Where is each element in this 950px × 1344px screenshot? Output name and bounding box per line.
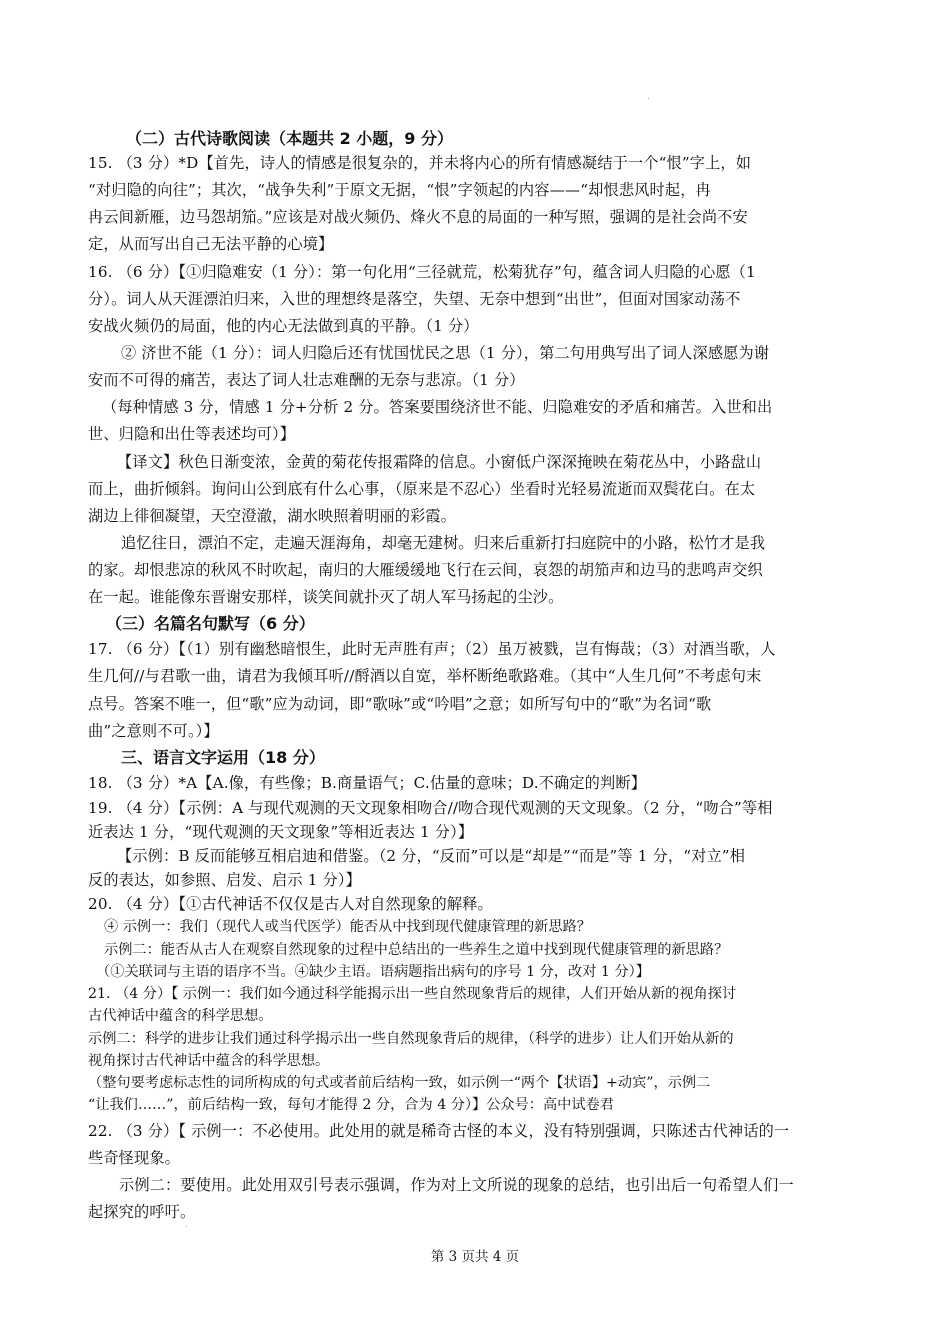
page-number-footer: 第 3 页共 4 页 [430,1249,520,1265]
section-heading-language: 三、语言文字运用（18 分） [121,748,325,767]
q16-line: 安而不可得的痛苦，表达了词人壮志难酬的无奈与悲凉。（1 分） [88,371,525,389]
q21-line: （整句要考虑标志性的词所构成的句式或者前后结构一致，如示例一“两个【状语】+动宾”，示例二 [88,1075,711,1091]
q16-line: 16. （6 分）【①归隐难安（1 分）：第一句化用“三径就荒，松菊犹存”句，蕴含词人归隐的心愿（1 [88,263,756,281]
q17-line: 点号。答案不唯一，但“歌”应为动词，即“歌咏”或“吟唱”之意；如所写句中的“歌”为名词“歌 [88,695,712,713]
q19-line: 近表达 1 分，“现代观测的天文现象”等相近表达 1 分）】 [88,823,474,841]
q19-line: 【示例：B 反而能够互相启迪和借鉴。（2 分，“反而”可以是“却是”“而是”等 1 分，“对立”相 [117,847,746,865]
q22-line: 起探究的呼吁。 [88,1203,196,1221]
q16-line: 安战火频仍的局面，他的内心无法做到真的平静。（1 分） [88,317,479,335]
q16-line: ② 济世不能（1 分）：词人归隐后还有忧国忧民之思（1 分），第二句用典写出了词人深感愿为谢 [121,344,770,362]
q15-line: 冉云间新雁，边马怨胡笳。”应该是对战火频仍、烽火不息的局面的一种写照，强调的是社会尚不安 [88,208,748,226]
q19-line: 反的表达，如参照、启发、启示 1 分）】 [88,871,361,889]
q16-translation-line: 在一起。谁能像东晋谢安那样，谈笑间就扑灭了胡人军马扬起的尘沙。 [88,588,564,606]
q21-line: 21. （4 分）【 示例一：我们如今通过科学能揭示出一些自然现象背后的规律，人们开始从新的视角探讨 [88,986,737,1002]
q15-line: “对归隐的向往”；其次，“战争失利”于原文无据，“恨”字领起的内容——“却恨悲风时起，冉 [88,181,711,199]
q20-line: ④ 示例一：我们（现代人或当代医学）能否从中找到现代健康管理的新思路？ [104,919,591,935]
q16-translation-line: 【译文】秋色日渐变浓，金黄的菊花传报霜降的信息。小窗低户深深掩映在菊花丛中，小路盘山 [117,453,762,471]
q16-line: 分）。词人从天涯漂泊归来，入世的理想终是落空，失望、无奈中想到“出世”，但面对国家动荡不 [88,290,741,308]
q16-line: 世、归隐和出仕等表述均可）】 [88,425,296,443]
q21-line: 古代神话中蕴含的科学思想。 [88,1008,273,1024]
q16-translation-line: 而上，曲折倾斜。询问山公到底有什么心事，（原来是不忍心）坐看时光轻易流逝而双鬓花白。在太 [88,480,756,498]
q22-line: 示例二：要使用。此处用双引号表示强调，作为对上文所说的现象的总结，也引出后一句希望人们一 [119,1176,794,1194]
q20-line: 20. （4 分）【①古代神话不仅仅是古人对自然现象的解释。 [88,895,493,913]
scan-speck [186,1226,187,1227]
section-heading-dictation: （三）名篇名句默写（6 分） [106,614,315,633]
q21-line: 示例二：科学的进步让我们通过科学揭示出一些自然现象背后的规律，（科学的进步）让人们开始从新的 [88,1031,734,1047]
q22-line: 些奇怪现象。 [88,1149,181,1167]
q21-line: “让我们……”，前后结构一致，每句才能得 2 分，合为 4 分）】公众号：高中试卷君 [88,1097,614,1113]
q15-line: 定，从而写出自己无法平静的心境】 [88,235,334,253]
q22-line: 22. （3 分）【 示例一：不必使用。此处用的就是稀奇古怪的本义，没有特别强调，只陈述古代神话的一 [88,1122,790,1140]
q17-line: 生几何//与君歌一曲，请君为我倾耳听//酹酒以自宽，举杯断绝歌路难。（其中“人生几何”不考虑句末 [88,667,762,685]
section-heading-poetry: （二）古代诗歌阅读（本题共 2 小题，9 分） [126,129,453,148]
q21-line: 视角探讨古代神话中蕴含的科学思想。 [88,1053,330,1069]
q16-line: （每种情感 3 分，情感 1 分+分析 2 分。答案要围绕济世不能、归隐难安的矛盾和痛苦。入世和出 [102,398,773,416]
q19-line: 19. （4 分）【示例：A 与现代观测的天文现象相吻合//吻合现代观测的天文现象。（2 分，“吻合”等相 [88,799,773,817]
q17-line: 17. （6 分）【（1）别有幽愁暗恨生，此时无声胜有声；（2）虽万被戮，岂有悔哉；（3）对酒当歌，人 [88,640,776,658]
q15-line: 15. （3 分）*D【首先，诗人的情感是很复杂的，并未将内心的所有情感凝结于一个“恨”字上，如 [88,154,752,172]
q20-line: 示例二：能否从古人在观察自然现象的过程中总结出的一些养生之道中找到现代健康管理的新思路？ [104,942,729,958]
q20-line: （①关联词与主语的语序不当。④缺少主语。语病题指出病句的序号 1 分，改对 1 分）】 [96,964,650,980]
q17-line: 曲”之意则不可。）】 [88,722,219,740]
q16-translation-line: 的家。却恨悲凉的秋风不时吹起，南归的大雁缓缓地飞行在云间，哀怨的胡笳声和边马的悲鸣声交织 [88,561,763,579]
q16-translation-line: 追忆往日，漂泊不定，走遍天涯海角，却毫无建树。归来后重新打扫庭院中的小路，松竹才是我 [121,534,766,552]
q16-translation-line: 湖边上徘徊凝望，天空澄澈，湖水映照着明丽的彩霞。 [88,507,457,525]
scan-speck [648,98,649,99]
q18-line: 18. （3 分）*A【A.像，有些像；B.商量语气；C.估量的意味；D.不确定的判断】 [88,774,647,792]
